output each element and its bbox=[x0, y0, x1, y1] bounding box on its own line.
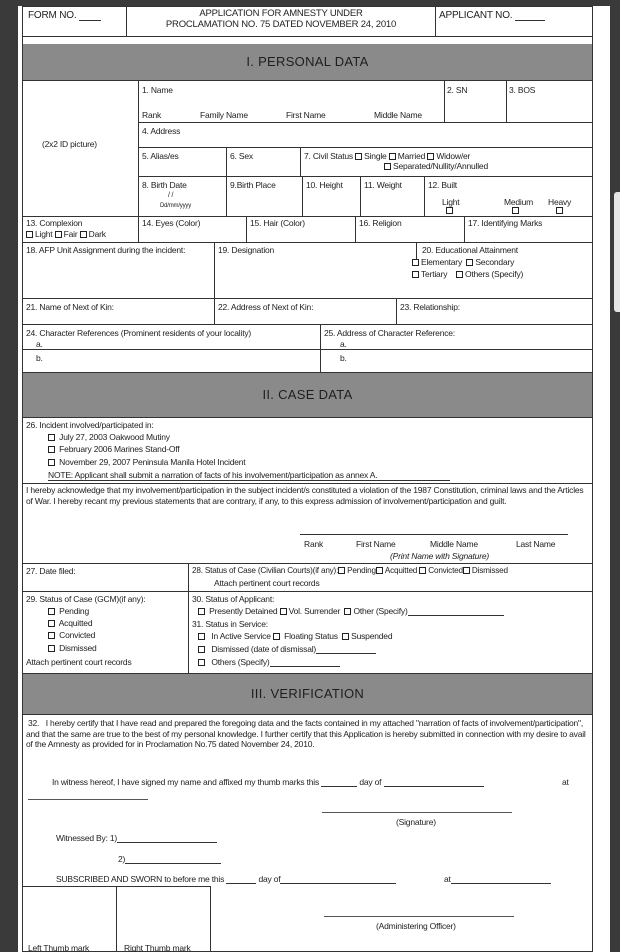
witness-statement: In witness hereof, I have signed my name and affixed my thumb marks this day of bbox=[52, 777, 484, 787]
complexion-label: 13. Complexion bbox=[26, 218, 83, 228]
cc-pending-checkbox[interactable] bbox=[338, 567, 345, 574]
next-of-kin-field-label[interactable]: 21. Name of Next of Kin: bbox=[26, 302, 114, 312]
signature-line[interactable] bbox=[322, 812, 512, 813]
cc-acquitted-checkbox[interactable] bbox=[376, 567, 383, 574]
sig-first-name-label: First Name bbox=[356, 539, 396, 549]
hair-field-label[interactable]: 15. Hair (Color) bbox=[250, 218, 305, 228]
active-service-checkbox[interactable] bbox=[198, 633, 205, 640]
date-filed-field-label[interactable]: 27. Date filed: bbox=[26, 566, 76, 576]
complexion-light-checkbox[interactable] bbox=[26, 231, 33, 238]
floating-status-checkbox[interactable] bbox=[273, 633, 280, 640]
bos-field-label[interactable]: 3. BOS bbox=[509, 85, 536, 95]
acknowledgement-text: I hereby acknowledge that my involvement/participation in the subject incident/s constituted a violation of the 1987 Constitution, criminal laws and the Articles of War. I hereby recant my previous statements that are contrary, if any, to this express admission of involvement/participation and guilt. bbox=[26, 485, 584, 506]
civil-court-attach-note: Attach pertinent court records bbox=[214, 578, 320, 588]
witnessed-by-1-label: Witnessed By: 1) bbox=[56, 833, 217, 843]
built-light-checkbox[interactable] bbox=[446, 207, 453, 214]
birth-date-field-label[interactable]: 8. Birth Date bbox=[142, 180, 187, 190]
application-form-page bbox=[18, 6, 610, 952]
administering-officer-line[interactable] bbox=[324, 916, 514, 917]
suspended-checkbox[interactable] bbox=[342, 633, 349, 640]
education-label: 20. Educational Attainment bbox=[422, 245, 518, 255]
gcm-convicted-checkbox[interactable] bbox=[48, 632, 55, 639]
sig-last-name-label: Last Name bbox=[516, 539, 556, 549]
address-field-label[interactable]: 4. Address bbox=[142, 126, 181, 136]
section-header-case-data: II. CASE DATA bbox=[23, 373, 592, 417]
built-heavy-checkbox[interactable] bbox=[556, 207, 563, 214]
right-thumb-mark-label: Right Thumb mark bbox=[124, 943, 191, 952]
elementary-checkbox[interactable] bbox=[412, 259, 419, 266]
witness-at-label: at bbox=[562, 777, 569, 787]
annex-note: NOTE: Applicant shall submit a narration of facts of his involvement/participation as annex A. bbox=[48, 470, 378, 480]
photo-placeholder-label: (2x2 ID picture) bbox=[42, 139, 97, 149]
service-status-label: 31. Status in Service: bbox=[192, 619, 268, 629]
form-title-line2: PROCLAMATION NO. 75 DATED NOVEMBER 24, 2010 bbox=[165, 19, 397, 30]
char-ref-address-b-label[interactable]: b. bbox=[340, 353, 347, 363]
divider bbox=[435, 6, 436, 36]
applicant-status-label: 30. Status of Applicant: bbox=[192, 594, 275, 604]
form-no-label: FORM NO. bbox=[28, 11, 101, 21]
applicant-status-options: Presently Detained Vol. Surrender Other (Specify) bbox=[198, 606, 504, 616]
gcm-option-convicted: Convicted bbox=[48, 630, 95, 640]
birth-date-format-hint: Dd/mm/yyyy bbox=[160, 203, 192, 209]
surrender-checkbox[interactable] bbox=[280, 608, 287, 615]
cc-convicted-checkbox[interactable] bbox=[419, 567, 426, 574]
name-field-label[interactable]: 1. Name bbox=[142, 85, 173, 95]
education-row2: Tertiary Others (Specify) bbox=[412, 269, 523, 279]
dismissed-service-checkbox[interactable] bbox=[198, 646, 205, 653]
print-name-signature-line[interactable] bbox=[300, 534, 568, 535]
eyes-field-label[interactable]: 14. Eyes (Color) bbox=[142, 218, 201, 228]
other-status-checkbox[interactable] bbox=[344, 608, 351, 615]
certification-text: 32. I hereby certify that I have read and prepared the foregoing data and the facts contained in my attached "narration of facts of involvement/participation", and that the same are true to the best of my personal knowledge. I further certify that this Application is hereby submitted in connection with my desire to avail of the Amnesty as provided for in Proclamation No.75 dated November 24, 2010. bbox=[26, 718, 586, 749]
gcm-option-acquitted: Acquitted bbox=[48, 618, 92, 628]
section-header-verification: III. VERIFICATION bbox=[23, 674, 592, 714]
sig-rank-label: Rank bbox=[304, 539, 324, 549]
section-header-personal-data: I. PERSONAL DATA bbox=[23, 44, 592, 80]
sworn-at-label: at bbox=[444, 874, 551, 884]
cc-dismissed-checkbox[interactable] bbox=[463, 567, 470, 574]
civil-status-label: 7. Civil Status Single Married Widow/er bbox=[304, 151, 471, 161]
family-name-sublabel: Family Name bbox=[200, 110, 248, 120]
education-row1: Elementary Secondary bbox=[412, 257, 514, 267]
gcm-status-label: 29. Status of Case (GCM)(if any): bbox=[26, 594, 146, 604]
built-label: 12. Built bbox=[428, 180, 457, 190]
applicant-no-label: APPLICANT NO. bbox=[439, 11, 545, 21]
widow-checkbox[interactable] bbox=[427, 153, 434, 160]
subscribed-sworn-statement: SUBSCRIBED AND SWORN to before me this day of bbox=[56, 874, 396, 884]
sn-field-label[interactable]: 2. SN bbox=[447, 85, 468, 95]
first-name-sublabel: First Name bbox=[286, 110, 326, 120]
built-heavy-label: Heavy bbox=[548, 197, 572, 207]
char-ref-address-a-label[interactable]: a. bbox=[340, 339, 347, 349]
witnessed-by-2-label: 2) bbox=[118, 854, 221, 864]
service-status-others: Others (Specify) bbox=[198, 657, 340, 667]
form-title-line1: APPLICATION FOR AMNESTY UNDER bbox=[199, 8, 363, 19]
char-references-label: 24. Character References (Prominent residents of your locality) bbox=[26, 328, 252, 338]
print-name-note: (Print Name with Signature) bbox=[390, 551, 489, 561]
sig-middle-name-label: Middle Name bbox=[430, 539, 478, 549]
others-checkbox[interactable] bbox=[456, 271, 463, 278]
gcm-pending-checkbox[interactable] bbox=[48, 608, 55, 615]
sex-field-label[interactable]: 6. Sex bbox=[230, 151, 253, 161]
incident-label: 26. Incident involved/participated in: bbox=[26, 420, 154, 430]
char-ref-b-label[interactable]: b. bbox=[36, 353, 43, 363]
separated-checkbox[interactable] bbox=[384, 163, 391, 170]
relationship-field-label[interactable]: 23. Relationship: bbox=[400, 302, 460, 312]
place-blank-line[interactable] bbox=[28, 799, 148, 800]
divider bbox=[126, 6, 127, 36]
service-status-row1: In Active Service Floating Status Suspended bbox=[198, 631, 392, 641]
built-medium-label: Medium bbox=[504, 197, 534, 207]
incident-peninsula-checkbox[interactable] bbox=[48, 459, 55, 466]
weight-field-label[interactable]: 11. Weight bbox=[364, 180, 402, 190]
incident-option-oakwood: July 27, 2003 Oakwood Mutiny bbox=[48, 432, 170, 442]
complexion-dark-checkbox[interactable] bbox=[80, 231, 87, 238]
gcm-attach-note: Attach pertinent court records bbox=[26, 657, 132, 667]
left-thumb-mark-label: Left Thumb mark bbox=[28, 943, 90, 952]
administering-officer-caption: (Administering Officer) bbox=[376, 921, 456, 931]
gcm-option-dismissed: Dismissed bbox=[48, 643, 97, 653]
afp-unit-field-label[interactable]: 18. AFP Unit Assignment during the incident: bbox=[26, 245, 186, 255]
religion-field-label[interactable]: 16. Religion bbox=[359, 218, 402, 228]
incident-marines-checkbox[interactable] bbox=[48, 446, 55, 453]
scrollbar-thumb[interactable] bbox=[614, 192, 620, 312]
identifying-marks-field-label[interactable]: 17. Identifying Marks bbox=[468, 218, 543, 228]
complexion-options: Light Fair Dark bbox=[26, 229, 106, 239]
secondary-checkbox[interactable] bbox=[466, 259, 473, 266]
incident-option-marines: February 2006 Marines Stand-Off bbox=[48, 444, 179, 454]
married-checkbox[interactable] bbox=[389, 153, 396, 160]
signature-caption: (Signature) bbox=[396, 817, 436, 827]
middle-name-sublabel: Middle Name bbox=[374, 110, 422, 120]
aliases-field-label[interactable]: 5. Alias/es bbox=[142, 151, 179, 161]
char-ref-a-label[interactable]: a. bbox=[36, 339, 43, 349]
incident-option-peninsula: November 29, 2007 Peninsula Manila Hotel Incident bbox=[48, 457, 245, 467]
designation-field-label[interactable]: 19. Designation bbox=[218, 245, 275, 255]
complexion-fair-checkbox[interactable] bbox=[55, 231, 62, 238]
rank-sublabel: Rank bbox=[142, 110, 162, 120]
char-ref-address-label: 25. Address of Character Reference: bbox=[324, 328, 455, 338]
height-field-label[interactable]: 10. Height bbox=[306, 180, 343, 190]
built-medium-checkbox[interactable] bbox=[512, 207, 519, 214]
others-service-checkbox[interactable] bbox=[198, 659, 205, 666]
gcm-option-pending: Pending bbox=[48, 606, 89, 616]
nok-address-field-label[interactable]: 22. Address of Next of Kin: bbox=[218, 302, 314, 312]
separated-option: Separated/Nullity/Annulled bbox=[384, 161, 488, 171]
detained-checkbox[interactable] bbox=[198, 608, 205, 615]
incident-oakwood-checkbox[interactable] bbox=[48, 434, 55, 441]
civil-court-status-label: 28. Status of Case (Civilian Courts)(if any): Pending Acquitted Convicted Dismissed bbox=[192, 566, 508, 575]
birth-date-separators: / / bbox=[168, 192, 174, 199]
service-status-dismissed: Dismissed (date of dismissal) bbox=[198, 644, 376, 654]
birth-place-field-label[interactable]: 9.Birth Place bbox=[230, 180, 276, 190]
built-light-label: Light bbox=[442, 197, 460, 207]
single-checkbox[interactable] bbox=[355, 153, 362, 160]
gcm-acquitted-checkbox[interactable] bbox=[48, 620, 55, 627]
tertiary-checkbox[interactable] bbox=[412, 271, 419, 278]
gcm-dismissed-checkbox[interactable] bbox=[48, 645, 55, 652]
